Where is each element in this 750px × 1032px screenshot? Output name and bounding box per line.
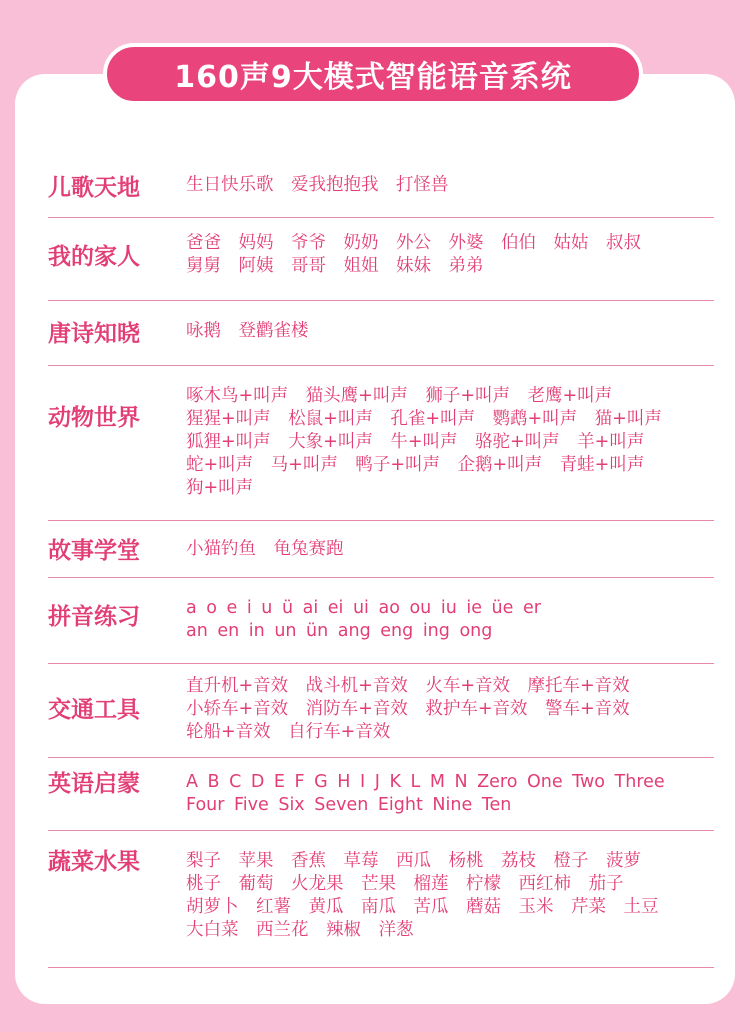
section-nursery-rhymes <box>48 162 714 218</box>
section-label: 交通工具 <box>48 697 140 723</box>
section-label: 唐诗知晓 <box>48 321 140 347</box>
content-line: 生日快乐歌 爱我抱抱我 打怪兽 <box>186 175 449 195</box>
content-line: 桃子 葡萄 火龙果 芒果 榴莲 柠檬 西红柿 茄子 <box>186 874 624 894</box>
content-line: 啄木鸟+叫声 猫头鹰+叫声 狮子+叫声 老鹰+叫声 <box>186 386 613 406</box>
page-title: 160声9大模式智能语音系统 <box>174 60 572 95</box>
content-line: A B C D E F G H I J K L M N Zero One Two Three <box>186 772 665 792</box>
content-line: 爸爸 妈妈 爷爷 奶奶 外公 外婆 伯伯 姑姑 叔叔 <box>186 233 641 253</box>
content-line: 小轿车+音效 消防车+音效 救护车+音效 警车+音效 <box>186 699 630 719</box>
section-english <box>48 758 714 831</box>
section-content <box>186 385 714 500</box>
section-content <box>186 174 714 197</box>
section-transport <box>48 664 714 758</box>
section-label: 我的家人 <box>48 244 140 270</box>
section-animals <box>48 366 714 521</box>
content-line: 大白菜 西兰花 辣椒 洋葱 <box>186 920 414 940</box>
section-content <box>186 771 714 817</box>
content-line: 狐狸+叫声 大象+叫声 牛+叫声 骆驼+叫声 羊+叫声 <box>186 432 645 452</box>
section-family <box>48 218 714 301</box>
content-line: 轮船+音效 自行车+音效 <box>186 722 391 742</box>
content-line: a o e i u ü ai ei ui ao ou iu ie üe er <box>186 598 541 618</box>
section-label: 儿歌天地 <box>48 175 140 201</box>
section-content <box>186 597 714 643</box>
section-label: 蔬菜水果 <box>48 849 140 875</box>
mode-list <box>48 162 714 968</box>
section-vegetables-fruits <box>48 831 714 968</box>
section-label: 英语启蒙 <box>48 771 140 797</box>
section-stories <box>48 521 714 578</box>
section-content <box>186 850 714 942</box>
content-line: 小猫钓鱼 龟兔赛跑 <box>186 539 344 559</box>
title-banner <box>103 43 643 105</box>
section-content <box>186 320 714 343</box>
section-content <box>186 538 714 561</box>
content-line: 咏鹅 登鹳雀楼 <box>186 321 309 341</box>
section-content <box>186 232 714 278</box>
section-content <box>186 675 714 744</box>
content-line: 蛇+叫声 马+叫声 鸭子+叫声 企鹅+叫声 青蛙+叫声 <box>186 455 645 475</box>
section-label: 拼音练习 <box>48 604 140 630</box>
section-label: 动物世界 <box>48 405 140 431</box>
section-pinyin <box>48 578 714 664</box>
content-line: 胡萝卜 红薯 黄瓜 南瓜 苦瓜 蘑菇 玉米 芹菜 土豆 <box>186 897 659 917</box>
content-line: an en in un ün ang eng ing ong <box>186 621 493 641</box>
content-line: 梨子 苹果 香蕉 草莓 西瓜 杨桃 荔枝 橙子 菠萝 <box>186 851 641 871</box>
content-line: 猩猩+叫声 松鼠+叫声 孔雀+叫声 鹦鹉+叫声 猫+叫声 <box>186 409 662 429</box>
content-line: 直升机+音效 战斗机+音效 火车+音效 摩托车+音效 <box>186 676 630 696</box>
section-tang-poems <box>48 301 714 366</box>
content-line: Four Five Six Seven Eight Nine Ten <box>186 795 512 815</box>
section-label: 故事学堂 <box>48 538 140 564</box>
content-line: 狗+叫声 <box>186 478 254 498</box>
content-line: 舅舅 阿姨 哥哥 姐姐 妹妹 弟弟 <box>186 256 484 276</box>
